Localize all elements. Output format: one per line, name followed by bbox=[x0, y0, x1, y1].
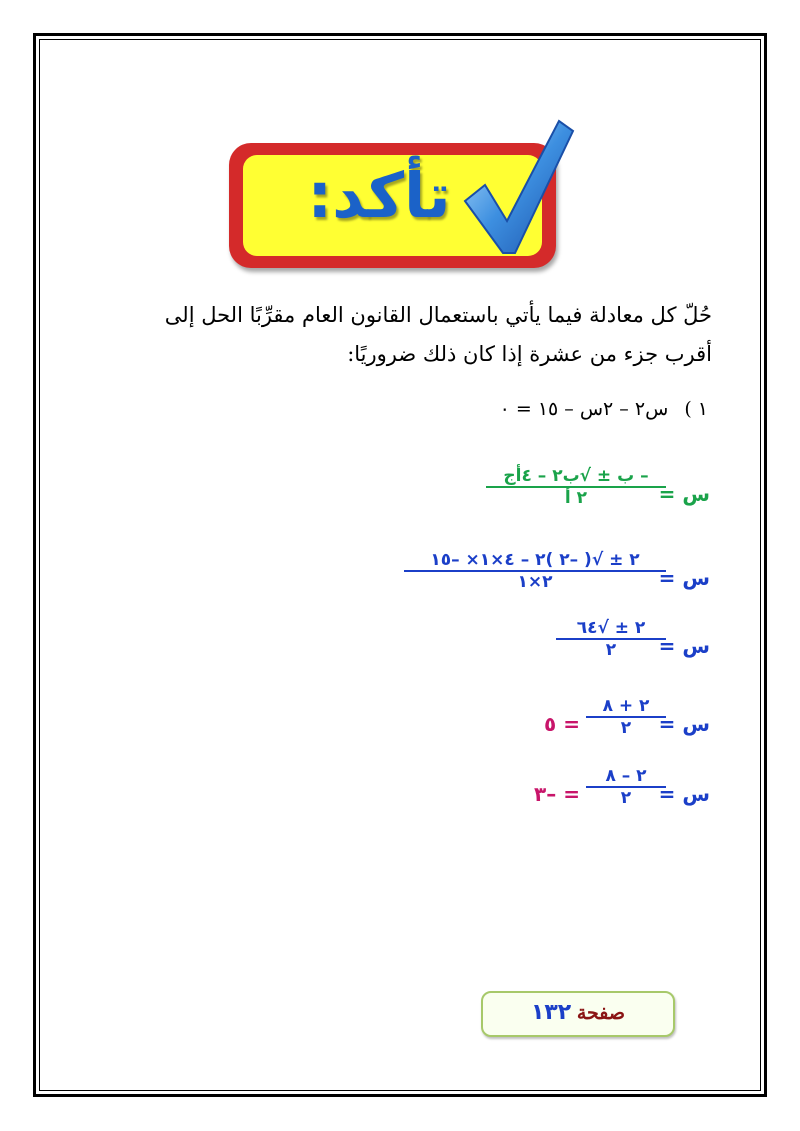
step-numerator: – ب ± √ب٢ – ٤أج bbox=[503, 466, 649, 486]
problem-equation: س٢ – ٢س – ١٥ = ٠ bbox=[499, 398, 669, 420]
banner-title: تأكد: bbox=[307, 159, 451, 232]
step-fraction bbox=[586, 696, 666, 738]
step-denominator: ٢ bbox=[620, 788, 632, 808]
step-numerator: ٢ ± √( –٢ )٢ – ٤×١× –١٥ bbox=[430, 550, 640, 570]
problem-1 bbox=[500, 398, 708, 420]
instruction-line-2: أقرب جزء من عشرة إذا كان ذلك ضروريًا: bbox=[347, 342, 712, 366]
step-numerator: ٢ – ٨ bbox=[605, 766, 647, 786]
step-lhs: س = bbox=[658, 566, 710, 590]
step-result: = ٥ bbox=[544, 712, 580, 736]
instruction-line-1: حُلّ كل معادلة فيما يأتي باستعمال القانون العام مقرِّبًا الحل إلى bbox=[164, 303, 712, 327]
step-lhs: س = bbox=[658, 634, 710, 658]
step-numerator: ٢ ± √٦٤ bbox=[576, 618, 646, 638]
step-numerator: ٢ + ٨ bbox=[602, 696, 650, 716]
step-lhs: س = bbox=[658, 712, 710, 736]
problem-number: ١ ) bbox=[684, 398, 708, 420]
step-denominator: ٢ bbox=[605, 640, 617, 660]
step-substitution bbox=[400, 550, 710, 610]
page-word: صفحة bbox=[576, 1002, 626, 1024]
step-formula bbox=[470, 466, 710, 526]
confirm-banner bbox=[229, 143, 556, 268]
step-root-1 bbox=[520, 696, 710, 756]
step-fraction bbox=[586, 766, 666, 808]
step-fraction bbox=[404, 550, 666, 592]
step-fraction bbox=[486, 466, 666, 508]
step-simplify bbox=[540, 618, 710, 678]
step-denominator: ٢ أ bbox=[564, 488, 588, 508]
step-denominator: ٢ bbox=[620, 718, 632, 738]
step-result: = –٣ bbox=[534, 782, 580, 806]
step-fraction bbox=[556, 618, 666, 660]
step-lhs: س = bbox=[658, 482, 710, 506]
step-lhs: س = bbox=[658, 782, 710, 806]
page-number-tag bbox=[481, 991, 675, 1037]
page-number: ١٣٢ bbox=[530, 1000, 572, 1025]
check-mark-icon bbox=[455, 113, 575, 263]
step-root-2 bbox=[500, 766, 710, 826]
step-denominator: ٢×١ bbox=[517, 572, 553, 592]
